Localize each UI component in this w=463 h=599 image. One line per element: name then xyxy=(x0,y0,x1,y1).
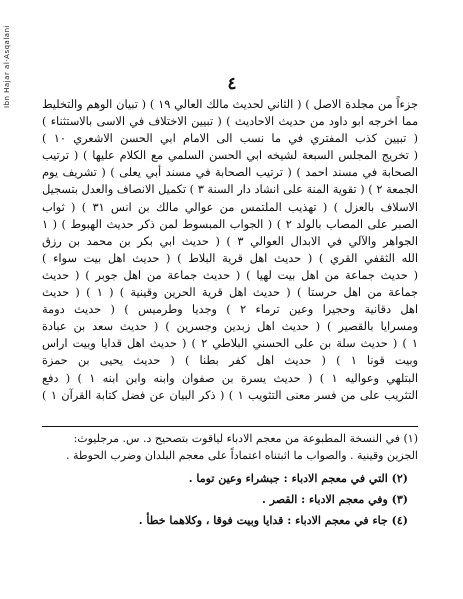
footnote-2: (٢) التي في معجم الادباء : جبشراء وعين توما . xyxy=(188,472,408,485)
running-header-side: Ibn Hajar al-Asqalani xyxy=(3,25,11,108)
footnote-1-line-2: الجزين وقينية . والصواب ما اثبتناه اعتماداً على معجم البلدان وضرب الحوطة . xyxy=(66,449,418,462)
text-line: ( تبيين كذب المفتري في ما نسب الى الامام ابي الحسن الاشعري ١٠ ) xyxy=(42,132,418,146)
text-line: الجمعة ٢ ) ( تقوية المنة على انشاد دار السنة ٣ ) تكميل الانصاف والعدل بتسجيل xyxy=(42,183,418,197)
text-line: اهل دقانية وحجيرا وعين ترماء ٢ ) وجديا وطرميس ) ( حديث دومة xyxy=(42,303,418,317)
text-line: ومسرايا بالقصير ) ( حديث اهل زبدين وجسرين ) ( حديث سعد بن عبادة xyxy=(42,320,418,334)
text-line: جزءاً من مجلدة الاصل ) ( الثاني لحديث مالك العالي ١٩ ) ( تبيان الوهم والتخليط xyxy=(42,98,418,111)
text-line: التثريب على من فسر معنى التثويب ١ ) ( ذكر البيان عن فضل كتابة القرآن ١ ) xyxy=(42,388,418,402)
footnote-1-line-1: (١) في النسخة المطبوعة من معجم الادباء لياقوت بتصحيح د. س. مرجليوث: xyxy=(73,432,418,445)
main-text-block xyxy=(42,96,418,404)
text-line: ( حديث جماعة من اهل بيت لهيا ) ( حديث جماعة من اهل جوبر ) ( حديث xyxy=(42,268,418,282)
footnotes-block xyxy=(42,430,418,529)
text-line: ( تخريج المجلس السبعة لشيخه ابي الحسن السلمي مع الكلام عليها ) ( ترتيب xyxy=(42,149,418,163)
page-number: ٤ xyxy=(227,74,237,94)
footnote-1 xyxy=(42,430,418,466)
text-line: الاسلاف بالعزل ) ( تهذيب الملتمس من عوالي مالك بن انس ٣١ ) ( ثواب xyxy=(42,200,418,214)
text-line: وبيت قونا ١ ) ( حديث اهل كفر بطنا ) ( حديث يحيى بن حمزة xyxy=(42,354,418,368)
text-line: الصبر على المصاب بالولد ٢ ) ( الجواب المبسوط لمن ذكر حديث الهبوط ) ( ١ xyxy=(42,217,418,231)
text-line: البتلهي وعواليه ١ ) ( حديث يسرة بن صفوان وابنه وابن ابنه ١ ) ( دفع xyxy=(42,371,418,385)
text-line: الجواهر والآلي في الابدال العوالي ٣ ) ( حديث ابي بكر بن محمد بن رزق xyxy=(42,234,418,248)
text-line: الصحابة في مسند احمد ) ( ترتيب الصحابة في مسند أبي يعلى ) ( تشريف يوم xyxy=(42,166,418,180)
footnote-3: (٣) وفي معجم الادباء : القصر . xyxy=(262,493,408,506)
footnote-4: (٤) جاء في معجم الادباء : قدايا وبيت فوقا ، وكلاهما خطأ . xyxy=(138,514,408,527)
text-line: ١ ) ( حديث سلة بن على الحسني البلاطي ٢ ) ( حديث اهل قدايا وبيت اراس xyxy=(42,337,418,351)
text-line: الله الثقفي القري ) ( حديث اهل قرية البلاط ) ( حديث اهل بيت سواء ) xyxy=(42,251,418,265)
text-line: مما اخرجه ابو داود من حديث الاحاديث ) ( تبيين الاختلاف في الاسى بالاستثناء ) xyxy=(42,115,418,129)
text-line: جماعة من اهل حرستا ) ( حديث اهل قرية الحرين وقينية ) ( ١ ) ( حديث xyxy=(42,286,418,300)
footnote-separator xyxy=(42,426,418,427)
